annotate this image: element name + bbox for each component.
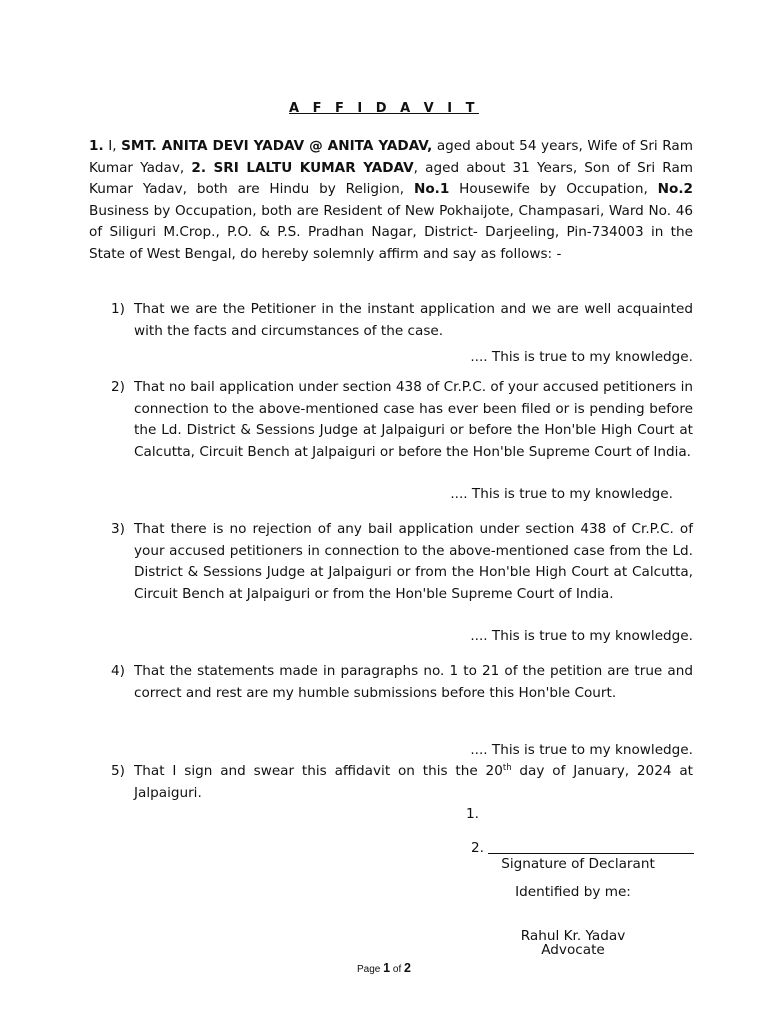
paragraph-number: 2) <box>111 379 125 395</box>
deponent-1-number: 1. <box>89 138 104 154</box>
knowledge-statement-4: .... This is true to my knowledge. <box>470 742 693 758</box>
deponent-2-name: SRI LALTU KUMAR YADAV <box>205 159 414 176</box>
signature-label: Signature of Declarant <box>501 856 655 872</box>
total-page-count: 2 <box>404 961 411 975</box>
numbered-paragraph-2 <box>111 377 693 463</box>
advocate-title: Advocate <box>541 942 605 958</box>
signature-number-1: 1. <box>466 806 479 822</box>
page-word: Page <box>357 964 384 975</box>
knowledge-statement-2: .... This is true to my knowledge. <box>450 486 673 502</box>
paragraph-text: That there is no rejection of any bail application under section 438 of Cr.P.C. of your accused petitioners in connection to the above-mentioned case from the Ld. District & Sessions Judge at Jalpaiguri or from the Hon'ble High Court at Calcutta, Circuit Bench at Jalpaiguri or from the Hon'ble Supreme Court of India. <box>134 521 693 602</box>
no2-label: No.2 <box>657 181 693 197</box>
numbered-paragraph-5 <box>111 761 693 804</box>
paragraph-number: 3) <box>111 521 125 537</box>
current-page-number: 1 <box>383 961 391 975</box>
signature-number-2: 2. <box>471 840 484 856</box>
deponent-2-number: 2. <box>191 159 206 176</box>
document-title: A F F I D A V I T <box>289 101 479 116</box>
paragraph-number: 5) <box>111 763 125 779</box>
paragraph-text: That no bail application under section 438 of Cr.P.C. of your accused petitioners in connection to the above-mentioned case has ever been filed or is pending before the Ld. District & Sessions Judge at Jalpaiguri or before the Hon'ble High Court at Calcutta, Circuit Bench at Jalpaiguri or before the Hon'ble Supreme Court of India. <box>134 379 693 460</box>
advocate-name: Rahul Kr. Yadav <box>520 928 626 944</box>
identified-by-label: Identified by me: <box>515 884 631 900</box>
paragraph-text: That I sign and swear this affidavit on this the 20th day of January, 2024 at Jalpaiguri. <box>134 763 693 801</box>
numbered-paragraph-4 <box>111 661 693 704</box>
paragraph-text: That the statements made in paragraphs no. 1 to 21 of the petition are true and correct and rest are my humble submissions before this Hon'ble Court. <box>134 663 693 701</box>
knowledge-statement-3: .... This is true to my knowledge. <box>470 628 693 644</box>
paragraph-text: That we are the Petitioner in the instant application and we are well acquainted with the facts and circumstances of the case. <box>134 301 693 339</box>
page-footer <box>0 961 768 975</box>
no1-label: No.1 <box>413 181 450 197</box>
numbered-paragraph-3 <box>111 519 693 605</box>
of-word: of <box>390 964 405 975</box>
numbered-paragraph-1 <box>111 299 693 342</box>
intro-paragraph: 1. I, SMT. ANITA DEVI YADAV @ ANITA YADAV, aged about 54 years, Wife of Sri Ram Kumar Yadav, 2. SRI LALTU KUMAR YADAV, aged about 31 Years, Son of Sri Ram Kumar Yadav, both are Hindu by Religion, No.1 Housewife by Occupation, No.2 Business by Occupation, both are Resident of New Pokhaijote, Champasari, Ward No. 46 of Siliguri M.Crop., P.O. & P.S. Pradhan Nagar, District- Darjeeling, Pin-734003 in the State of West Bengal, do hereby solemnly affirm and say as follows: - <box>89 138 694 262</box>
signature-line <box>488 853 694 854</box>
paragraph-number: 1) <box>111 301 125 317</box>
deponent-1-name: SMT. ANITA DEVI YADAV @ ANITA YADAV, <box>121 138 433 154</box>
knowledge-statement-1: .... This is true to my knowledge. <box>470 349 693 365</box>
paragraph-number: 4) <box>111 663 125 679</box>
